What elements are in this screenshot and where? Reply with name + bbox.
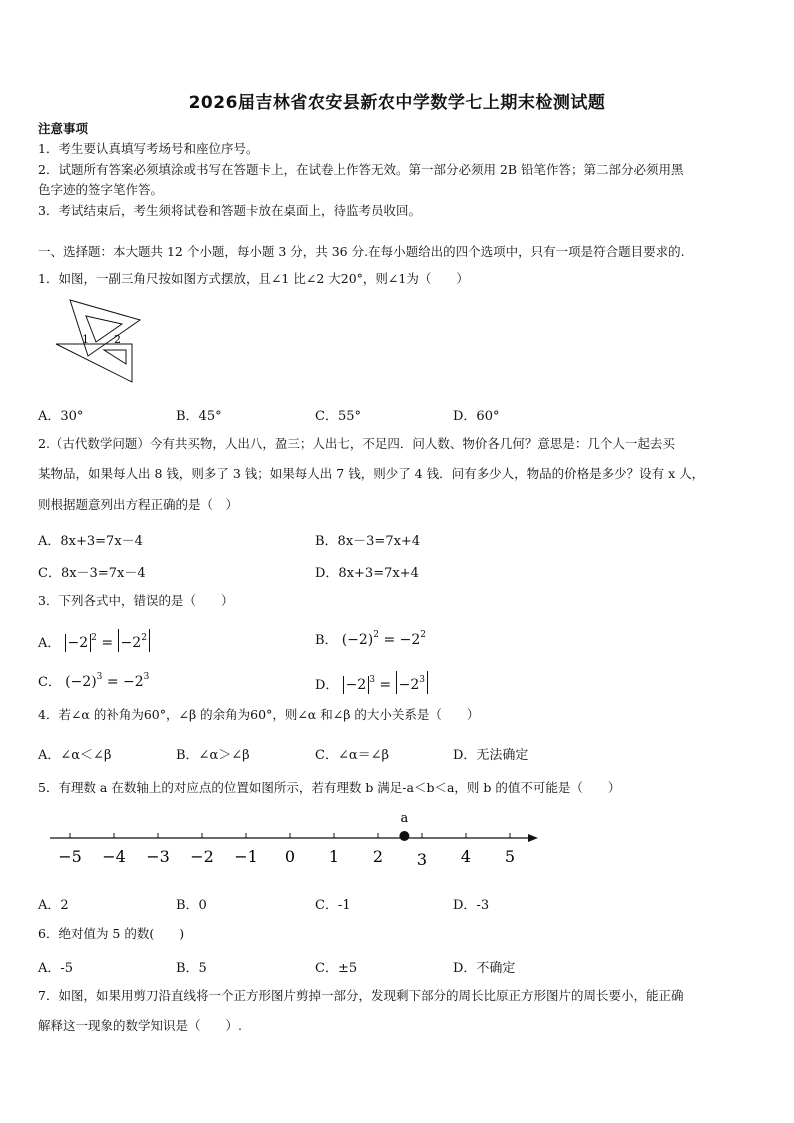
q7-stem-line: 7．如图，如果用剪刀沿直线将一个正方形图片剪掉一部分，发现剩下部分的周长比原正方形图片的周长要小，能正确 xyxy=(38,988,684,1003)
q4-option-b[interactable]: B．∠α＞∠β xyxy=(176,748,250,763)
q3-b-rhs: = −2 xyxy=(383,632,421,648)
q3-d-lhs: −2 xyxy=(343,676,370,694)
number-line-arrow xyxy=(528,834,538,842)
q3-option-label: A． xyxy=(38,636,61,651)
q3-b-lhs: (−2) xyxy=(341,632,374,648)
number-line-point-label: a xyxy=(400,811,409,826)
number-line-tick-label: −4 xyxy=(102,847,126,866)
q3-stem: 3．下列各式中，错误的是（ ） xyxy=(38,593,234,608)
notice-item: 色字迹的签字笔作答。 xyxy=(38,182,164,197)
q2-option-b[interactable]: B．8x－3=7x+4 xyxy=(315,534,421,549)
q3-d-eq: = xyxy=(379,677,392,693)
number-line-tick-label: −2 xyxy=(190,847,214,866)
q3-b-exp: 2 xyxy=(373,630,379,640)
q3-option-b[interactable] xyxy=(315,629,426,648)
q3-option-c[interactable] xyxy=(38,671,149,690)
q1-option-c[interactable]: C．55° xyxy=(315,409,361,424)
q1-angle1-label: 1 xyxy=(82,333,89,346)
notice-item: 1．考生要认真填写考场号和座位序号。 xyxy=(38,141,259,156)
q2-stem-line: 则根据题意列出方程正确的是（ ） xyxy=(38,497,239,512)
q3-a-lhs: −2 xyxy=(65,634,92,652)
q3-a-eq: = xyxy=(101,635,114,651)
q1-option-b[interactable]: B．45° xyxy=(176,409,222,424)
q4-option-a[interactable]: A．∠α＜∠β xyxy=(38,748,112,763)
q2-stem-line: 2.（古代数学问题）今有共买物，人出八，盈三；人出七，不足四．问人数、物价各几何？意思是：几个人一起去买 xyxy=(38,436,675,451)
q3-d-rhs-exp: 3 xyxy=(419,675,425,685)
page-title: 2026届吉林省农安县新农中学数学七上期末检测试题 xyxy=(188,93,606,113)
q1-angle2-label: 2 xyxy=(114,333,121,346)
q3-d-rhs: −2 xyxy=(398,677,420,693)
q2-option-a[interactable]: A．8x+3=7x－4 xyxy=(38,534,143,549)
q1-option-a[interactable]: A．30° xyxy=(38,409,84,424)
q6-option-c[interactable]: C．±5 xyxy=(315,961,358,976)
q5-option-d[interactable]: D．-3 xyxy=(453,898,490,913)
number-line-point-a xyxy=(399,831,409,841)
q4-stem: 4．若∠α 的补角为60°，∠β 的余角为60°，则∠α 和∠β 的大小关系是（ ） xyxy=(38,707,480,722)
q3-a-exp: 2 xyxy=(91,633,97,643)
q3-b-rhs-exp: 2 xyxy=(420,630,427,640)
q3-option-label: C． xyxy=(38,675,61,690)
q3-option-label: D． xyxy=(315,678,339,693)
number-line-tick-label: −1 xyxy=(234,847,258,866)
q2-stem-line: 某物品，如果每人出 8 钱，则多了 3 钱；如果每人出 7 钱，则少了 4 钱．问有多少人，物品的价格是多少？设有 x 人， xyxy=(38,466,705,481)
q4-option-d[interactable]: D．无法确定 xyxy=(453,748,529,763)
q6-stem: 6．绝对值为 5 的数( ) xyxy=(38,926,185,941)
notice-item: 3．考试结束后，考生须将试卷和答题卡放在桌面上，待监考员收回。 xyxy=(38,203,421,218)
number-line-tick-label: −5 xyxy=(58,847,82,866)
q3-option-label: B． xyxy=(315,633,338,648)
q2-option-d[interactable]: D．8x+3=7x+4 xyxy=(315,566,419,581)
q3-d-exp: 3 xyxy=(369,675,375,685)
section-heading: 一、选择题：本大题共 12 个小题，每小题 3 分，共 36 分.在每小题给出的四个选项中，只有一项是符合题目要求的. xyxy=(38,244,685,259)
q3-a-rhs-exp: 2 xyxy=(141,633,147,643)
number-line-tick-label: 5 xyxy=(504,847,516,866)
number-line-tick-label: 2 xyxy=(372,847,384,866)
q3-c-exp: 3 xyxy=(96,672,103,682)
q5-stem: 5．有理数 a 在数轴上的对应点的位置如图所示，若有理数 b 满足-a＜b＜a，则 b 的值不可能是（ ） xyxy=(38,780,621,795)
q1-stem: 1．如图，一副三角尺按如图方式摆放，且∠1 比∠2 大20°，则∠1为（ ） xyxy=(38,271,469,286)
q6-option-d[interactable]: D．不确定 xyxy=(453,961,516,976)
q7-stem-line: 解释这一现象的数学知识是（ ）. xyxy=(38,1018,242,1033)
q5-option-b[interactable]: B．0 xyxy=(176,898,207,913)
q6-option-b[interactable]: B．5 xyxy=(176,961,207,976)
q3-c-rhs-exp: 3 xyxy=(143,672,150,682)
number-line-tick-label: 3 xyxy=(416,850,428,869)
q1-option-d[interactable]: D．60° xyxy=(453,409,500,424)
q3-option-a[interactable] xyxy=(38,629,150,652)
q3-c-rhs: = −2 xyxy=(106,674,144,690)
q5-option-a[interactable]: A．2 xyxy=(38,898,69,913)
q3-a-rhs: −2 xyxy=(120,635,142,651)
q5-number-line xyxy=(40,808,550,872)
q3-c-lhs: (−2) xyxy=(65,674,97,690)
q2-option-c[interactable]: C．8x－3=7x－4 xyxy=(38,566,146,581)
number-line-tick-label: 0 xyxy=(284,847,296,866)
number-line-tick-label: 4 xyxy=(460,847,472,866)
q3-option-d[interactable] xyxy=(315,671,428,694)
q4-option-c[interactable]: C．∠α＝∠β xyxy=(315,748,390,763)
q6-option-a[interactable]: A．-5 xyxy=(38,961,74,976)
number-line-tick-label: 1 xyxy=(328,847,340,866)
q5-option-c[interactable]: C．-1 xyxy=(315,898,351,913)
q1-triangle-figure xyxy=(52,296,144,384)
notice-heading: 注意事项 xyxy=(38,121,89,136)
number-line-tick-label: −3 xyxy=(146,847,170,866)
notice-item: 2．试题所有答案必须填涂或书写在答题卡上，在试卷上作答无效。第一部分必须用 2B 铅笔作答；第二部分必须用黑 xyxy=(38,162,684,177)
